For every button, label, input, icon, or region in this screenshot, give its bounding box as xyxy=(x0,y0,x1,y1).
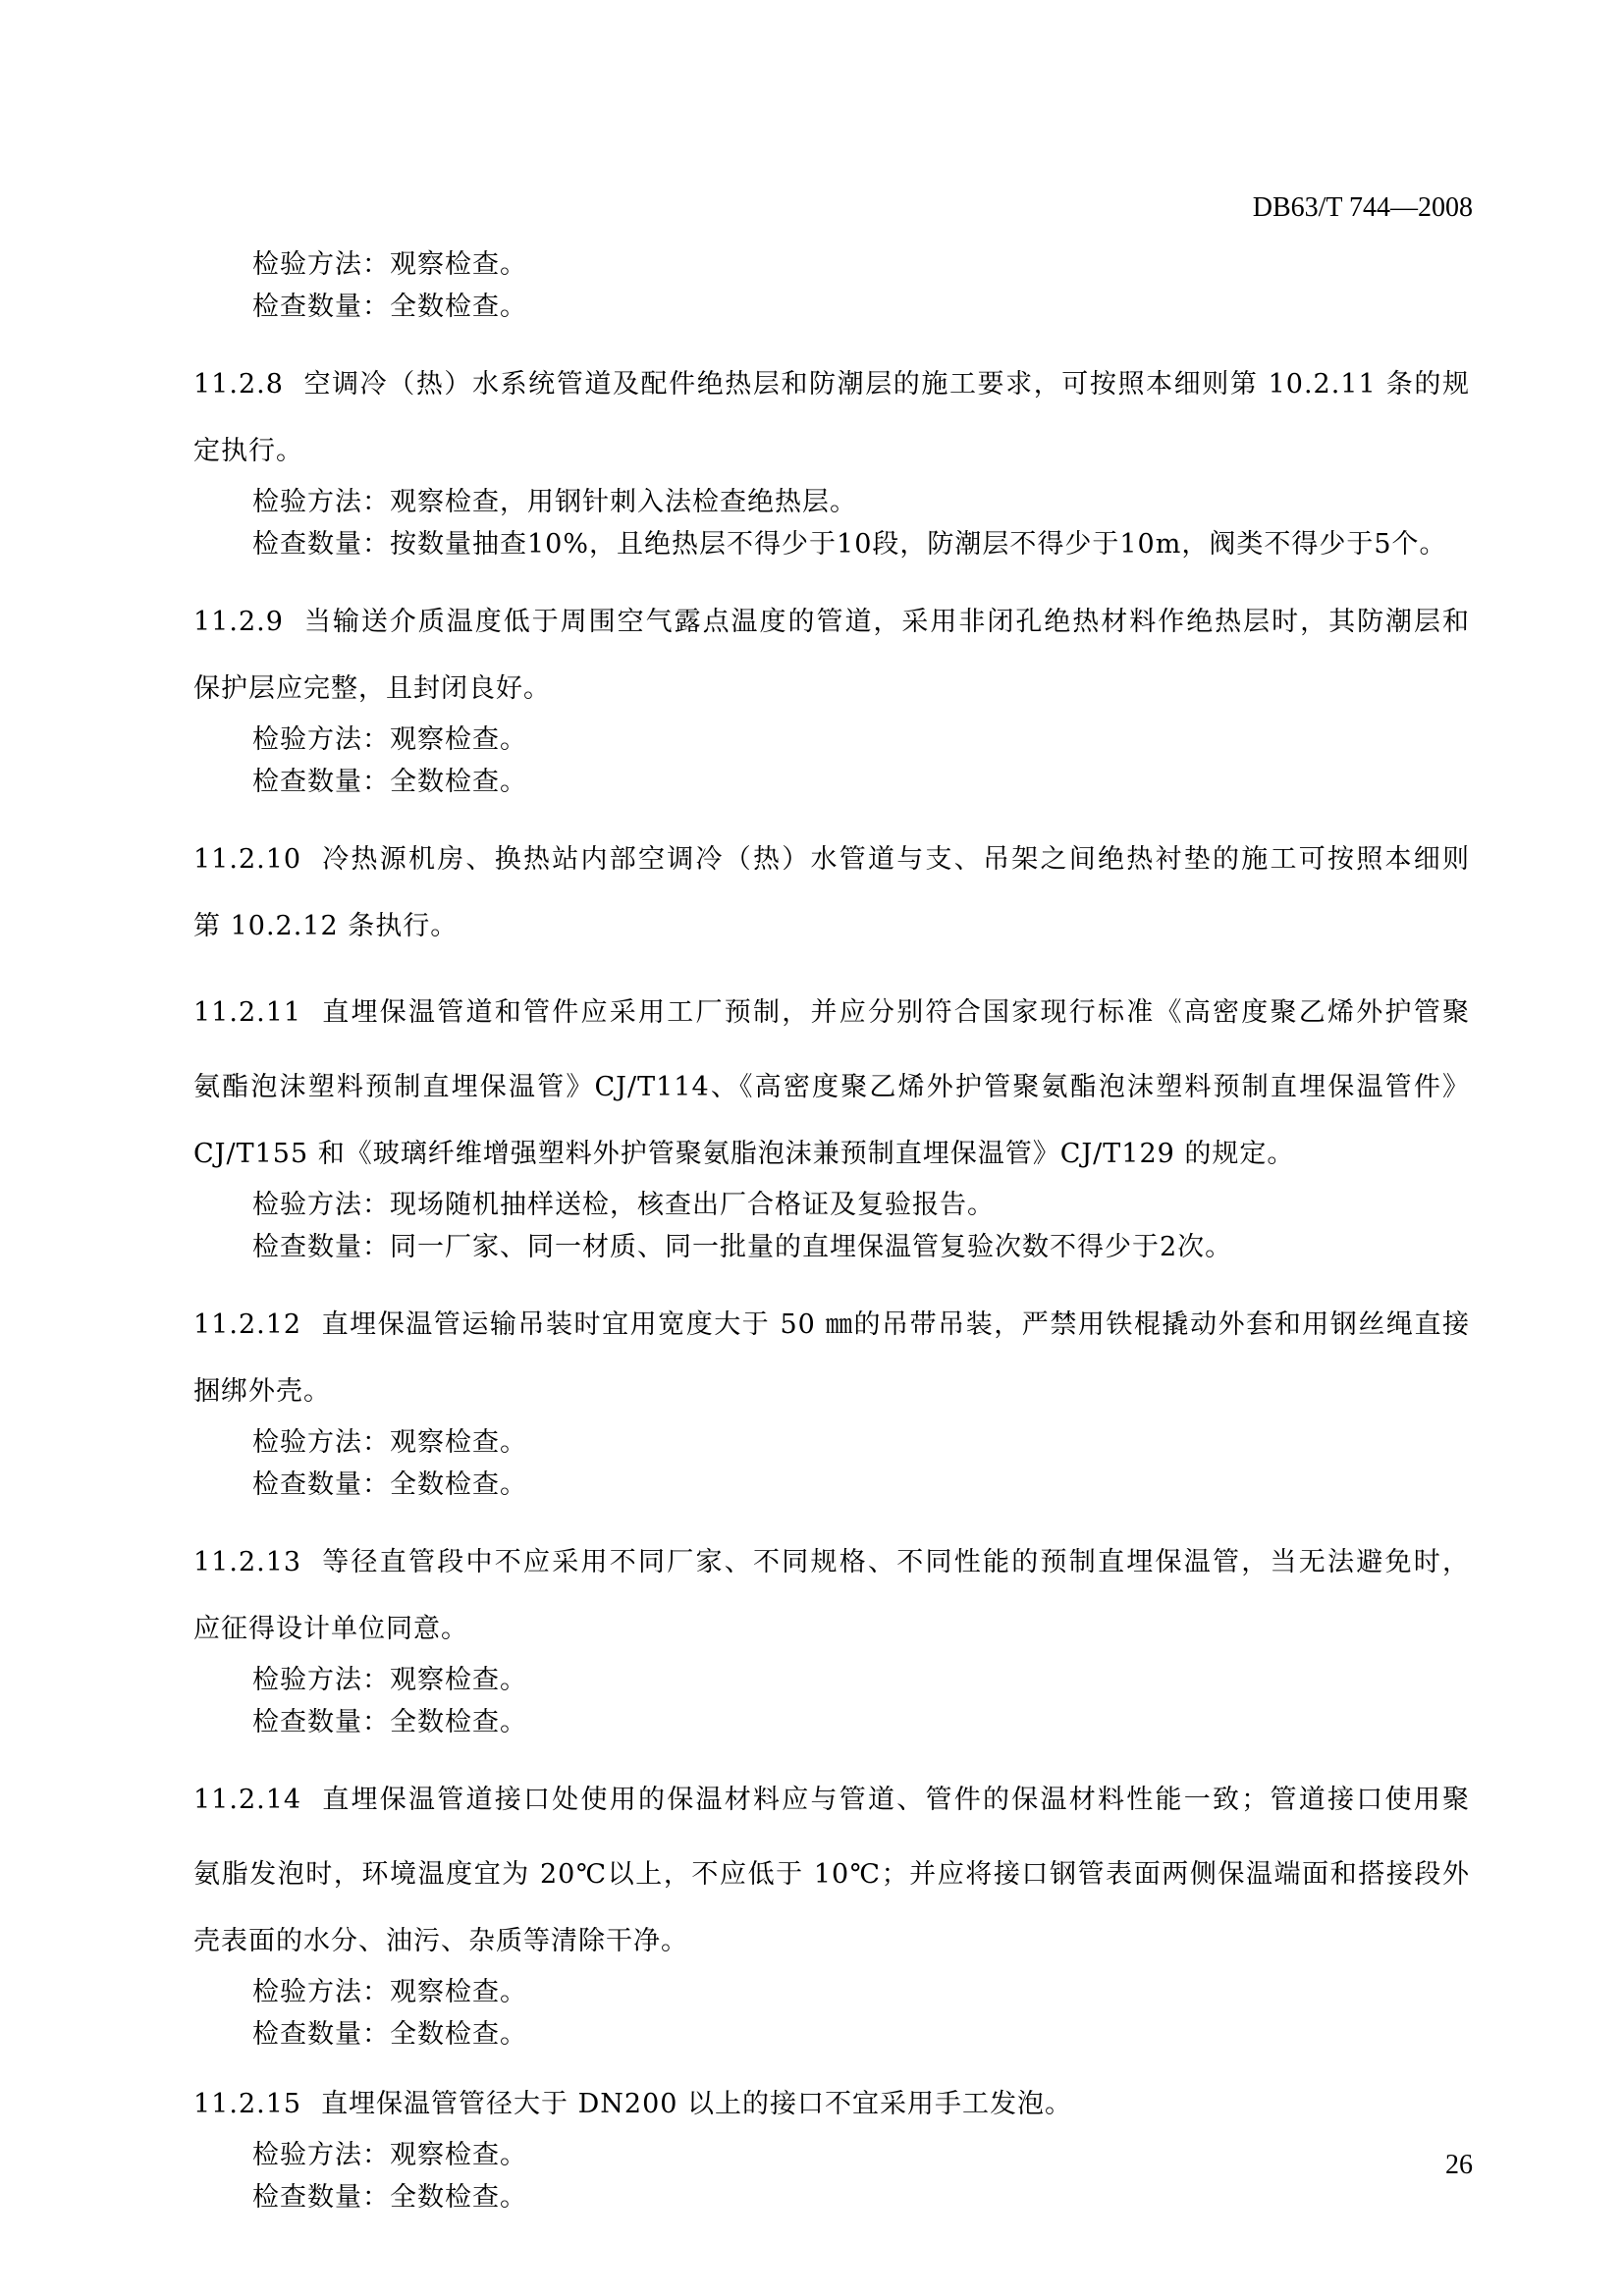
clause-text: 第 10.2.12 条执行。 xyxy=(193,911,459,941)
inspection-quantity: 检查数量：全数检查。 xyxy=(252,2182,527,2213)
clause-11-2-11 xyxy=(193,976,1470,1184)
document-code-header: DB63/T 744—2008 xyxy=(1252,192,1473,223)
inspection-method: 检验方法：观察检查，用钢针刺入法检查绝热层。 xyxy=(252,487,857,517)
inspection-quantity: 检查数量：全数检查。 xyxy=(252,2019,527,2050)
inspection-quantity: 检查数量：按数量抽查10%，且绝热层不得少于10段，防潮层不得少于10m，阀类不得少于5个。 xyxy=(252,529,1447,560)
clause-text: 氨脂发泡时，环境温度宜为 20℃以上，不应低于 10℃；并应将接口钢管表面两侧保温端面和搭接段外 xyxy=(193,1859,1470,1890)
clause-text: 应征得设计单位同意。 xyxy=(193,1614,468,1644)
inspection-quantity: 检查数量：全数检查。 xyxy=(252,292,527,322)
clause-text: 定执行。 xyxy=(193,436,303,466)
clause-number: 11.2.8 xyxy=(193,369,284,400)
clause-number: 11.2.15 xyxy=(193,2089,302,2119)
clause-11-2-15 xyxy=(193,2075,1470,2134)
clause-text: 空调冷（热）水系统管道及配件绝热层和防潮层的施工要求，可按照本细则第 10.2.11 条的规 xyxy=(302,369,1470,400)
clause-11-2-9 xyxy=(193,585,1470,719)
clause-11-2-10 xyxy=(193,823,1470,956)
clause-text: 直埋保温管道接口处使用的保温材料应与管道、管件的保温材料性能一致；管道接口使用聚 xyxy=(321,1785,1470,1815)
clause-text: 直埋保温管管径大于 DN200 以上的接口不宜采用手工发泡。 xyxy=(321,2089,1073,2119)
clause-text: 捆绑外壳。 xyxy=(193,1376,331,1407)
inspection-method: 检验方法：观察检查。 xyxy=(252,2140,527,2170)
clause-number: 11.2.9 xyxy=(193,607,284,637)
inspection-quantity: 检查数量：全数检查。 xyxy=(252,767,527,797)
clause-number: 11.2.13 xyxy=(193,1547,302,1577)
inspection-method: 检验方法：现场随机抽样送检，核查出厂合格证及复验报告。 xyxy=(252,1190,995,1220)
inspection-method: 检验方法：观察检查。 xyxy=(252,249,527,280)
clause-text: 直埋保温管运输吊装时宜用宽度大于 50 ㎜的吊带吊装，严禁用铁棍撬动外套和用钢丝绳直接 xyxy=(321,1309,1470,1340)
clause-text: 当输送介质温度低于周围空气露点温度的管道，采用非闭孔绝热材料作绝热层时，其防潮层和 xyxy=(302,607,1470,637)
page-body xyxy=(193,243,1470,2218)
inspection-method: 检验方法：观察检查。 xyxy=(252,1977,527,2007)
inspection-method: 检验方法：观察检查。 xyxy=(252,1665,527,1695)
clause-text: 氨酯泡沫塑料预制直埋保温管》CJ/T114、《高密度聚乙烯外护管聚氨酯泡沫塑料预制直埋保温管件》 xyxy=(193,1072,1470,1102)
clause-text: 冷热源机房、换热站内部空调冷（热）水管道与支、吊架之间绝热衬垫的施工可按照本细则 xyxy=(321,844,1470,875)
clause-text: 保护层应完整，且封闭良好。 xyxy=(193,673,551,704)
clause-text: 直埋保温管道和管件应采用工厂预制，并应分别符合国家现行标准《高密度聚乙烯外护管聚 xyxy=(321,997,1470,1028)
clause-number: 11.2.10 xyxy=(193,844,302,875)
page-number: 26 xyxy=(1445,2150,1473,2180)
clause-number: 11.2.11 xyxy=(193,997,302,1028)
clause-text: CJ/T155 和《玻璃纤维增强塑料外护管聚氨脂泡沫兼预制直埋保温管》CJ/T129 的规定。 xyxy=(193,1139,1295,1169)
inspection-method: 检验方法：观察检查。 xyxy=(252,724,527,755)
clause-11-2-12 xyxy=(193,1288,1470,1421)
clause-text: 壳表面的水分、油污、杂质等清除干净。 xyxy=(193,1926,688,1956)
clause-11-2-13 xyxy=(193,1525,1470,1659)
inspection-quantity: 检查数量：同一厂家、同一材质、同一批量的直埋保温管复验次数不得少于2次。 xyxy=(252,1232,1233,1262)
clause-text: 等径直管段中不应采用不同厂家、不同规格、不同性能的预制直埋保温管，当无法避免时， xyxy=(321,1547,1470,1577)
inspection-method: 检验方法：观察检查。 xyxy=(252,1427,527,1458)
clause-number: 11.2.14 xyxy=(193,1785,302,1815)
clause-11-2-14 xyxy=(193,1763,1470,1971)
clause-number: 11.2.12 xyxy=(193,1309,302,1340)
inspection-quantity: 检查数量：全数检查。 xyxy=(252,1707,527,1737)
inspection-quantity: 检查数量：全数检查。 xyxy=(252,1469,527,1500)
clause-11-2-8 xyxy=(193,347,1470,481)
